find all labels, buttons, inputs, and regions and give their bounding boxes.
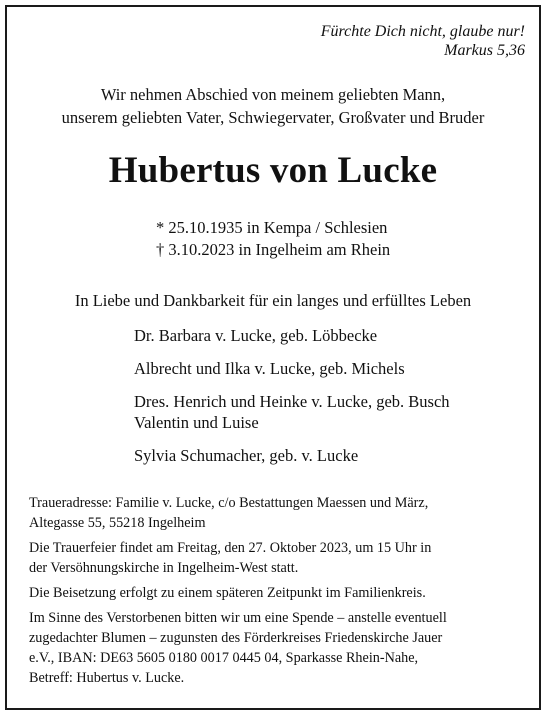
intro-line-2: unserem geliebten Vater, Schwiegervater, Großvater und Bruder [61, 108, 485, 127]
intro-line-1: Wir nehmen Abschied von meinem geliebten Mann, [100, 85, 446, 104]
family-entry [134, 445, 450, 466]
obituary-notice [5, 5, 541, 710]
service-line-1: Die Trauerfeier findet am Freitag, den 27. Oktober 2023, um 15 Uhr in [29, 540, 432, 556]
family-entry [134, 358, 450, 379]
deceased-name: Hubertus von Lucke [108, 150, 438, 191]
donation-line-1: Im Sinne des Verstorbenen bitten wir um eine Spende – anstelle eventuell [29, 610, 447, 626]
family-list [134, 325, 450, 466]
family-entry-line: Dres. Henrich und Heinke v. Lucke, geb. Busch [134, 392, 450, 411]
address-line-2: Altegasse 55, 55218 Ingelheim [29, 515, 206, 531]
bible-verse [321, 22, 525, 60]
address-line-1: Traueradresse: Familie v. Lucke, c/o Bestattungen Maessen und März, [29, 495, 429, 511]
life-dates [156, 217, 390, 261]
notice-footer [29, 493, 529, 688]
service-line-2: der Versöhnungskirche in Ingelheim-West statt. [29, 560, 299, 576]
donation-request [29, 608, 529, 688]
family-entry-line: Sylvia Schumacher, geb. v. Lucke [134, 446, 359, 465]
verse-reference: Markus 5,36 [444, 42, 525, 59]
donation-line-3: e.V., IBAN: DE63 5605 0180 0017 0445 04, Sparkasse Rhein-Nahe, [29, 650, 419, 666]
family-entry-line: Dr. Barbara v. Lucke, geb. Löbbecke [134, 326, 378, 345]
farewell-intro [7, 83, 539, 129]
family-entry-line: Valentin und Luise [134, 413, 259, 432]
family-entry [134, 325, 450, 346]
donation-line-4: Betreff: Hubertus v. Lucke. [29, 670, 185, 686]
family-entry [134, 391, 450, 433]
dedication-line: In Liebe und Dankbarkeit für ein langes und erfülltes Leben [74, 291, 472, 310]
verse-quote: Fürchte Dich nicht, glaube nur! [320, 23, 525, 40]
funeral-service [29, 538, 529, 578]
mourning-address [29, 493, 529, 533]
birth-date: * 25.10.1935 in Kempa / Schlesien [156, 218, 388, 237]
death-date: † 3.10.2023 in Ingelheim am Rhein [156, 240, 391, 259]
donation-line-2: zugedachter Blumen – zugunsten des Förderkreises Friedenskirche Jauer [29, 630, 443, 646]
family-entry-line: Albrecht und Ilka v. Lucke, geb. Michels [134, 359, 405, 378]
burial-line: Die Beisetzung erfolgt zu einem späteren Zeitpunkt im Familienkreis. [29, 585, 426, 601]
burial-note [29, 583, 529, 603]
